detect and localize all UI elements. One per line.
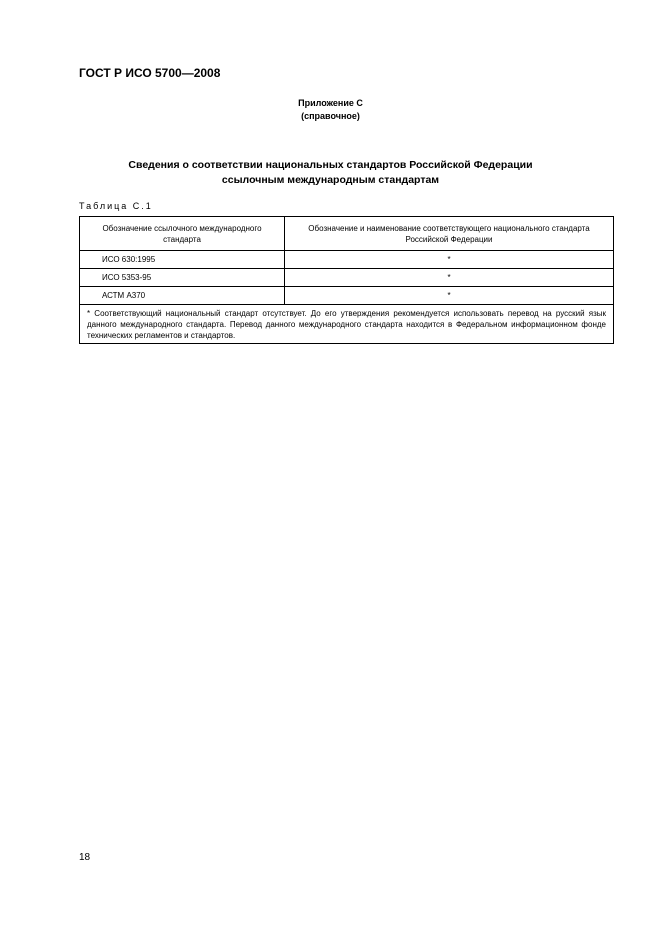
section-title-line-2: ссылочным международным стандартам <box>221 174 440 186</box>
row-designation: ИСО 5353-95 <box>80 269 285 287</box>
appendix-title: Приложение С <box>298 98 363 108</box>
table-header-row <box>80 217 614 251</box>
appendix-heading <box>0 97 661 123</box>
reference-table <box>79 216 614 344</box>
table-row <box>80 287 614 305</box>
section-title <box>0 158 661 188</box>
row-national: * <box>285 269 614 287</box>
table-row <box>80 251 614 269</box>
page-number: 18 <box>79 852 91 863</box>
table-footnote: * Соответствующий национальный стандарт отсутствует. До его утверждения рекомендуется использовать перевод на русский язык данного международного стандарта. Перевод данного международного стандарта находится в Федеральном информационном фонде технических регламентов и стандартов. <box>80 305 614 344</box>
table-row <box>80 269 614 287</box>
document-code: ГОСТ Р ИСО 5700—2008 <box>79 66 221 80</box>
row-designation: АСТМ А370 <box>80 287 285 305</box>
row-national: * <box>285 251 614 269</box>
header-international-standard: Обозначение ссылочного международного стандарта <box>80 217 285 251</box>
table-footnote-row <box>80 305 614 344</box>
table-label: Таблица С.1 <box>79 201 153 211</box>
row-designation: ИСО 630:1995 <box>80 251 285 269</box>
row-national: * <box>285 287 614 305</box>
section-title-line-1: Сведения о соответствии национальных стандартов Российской Федерации <box>128 159 533 171</box>
header-national-standard: Обозначение и наименование соответствующего национального стандарта Российской Федерации <box>285 217 614 251</box>
appendix-subtitle: (справочное) <box>301 111 360 121</box>
